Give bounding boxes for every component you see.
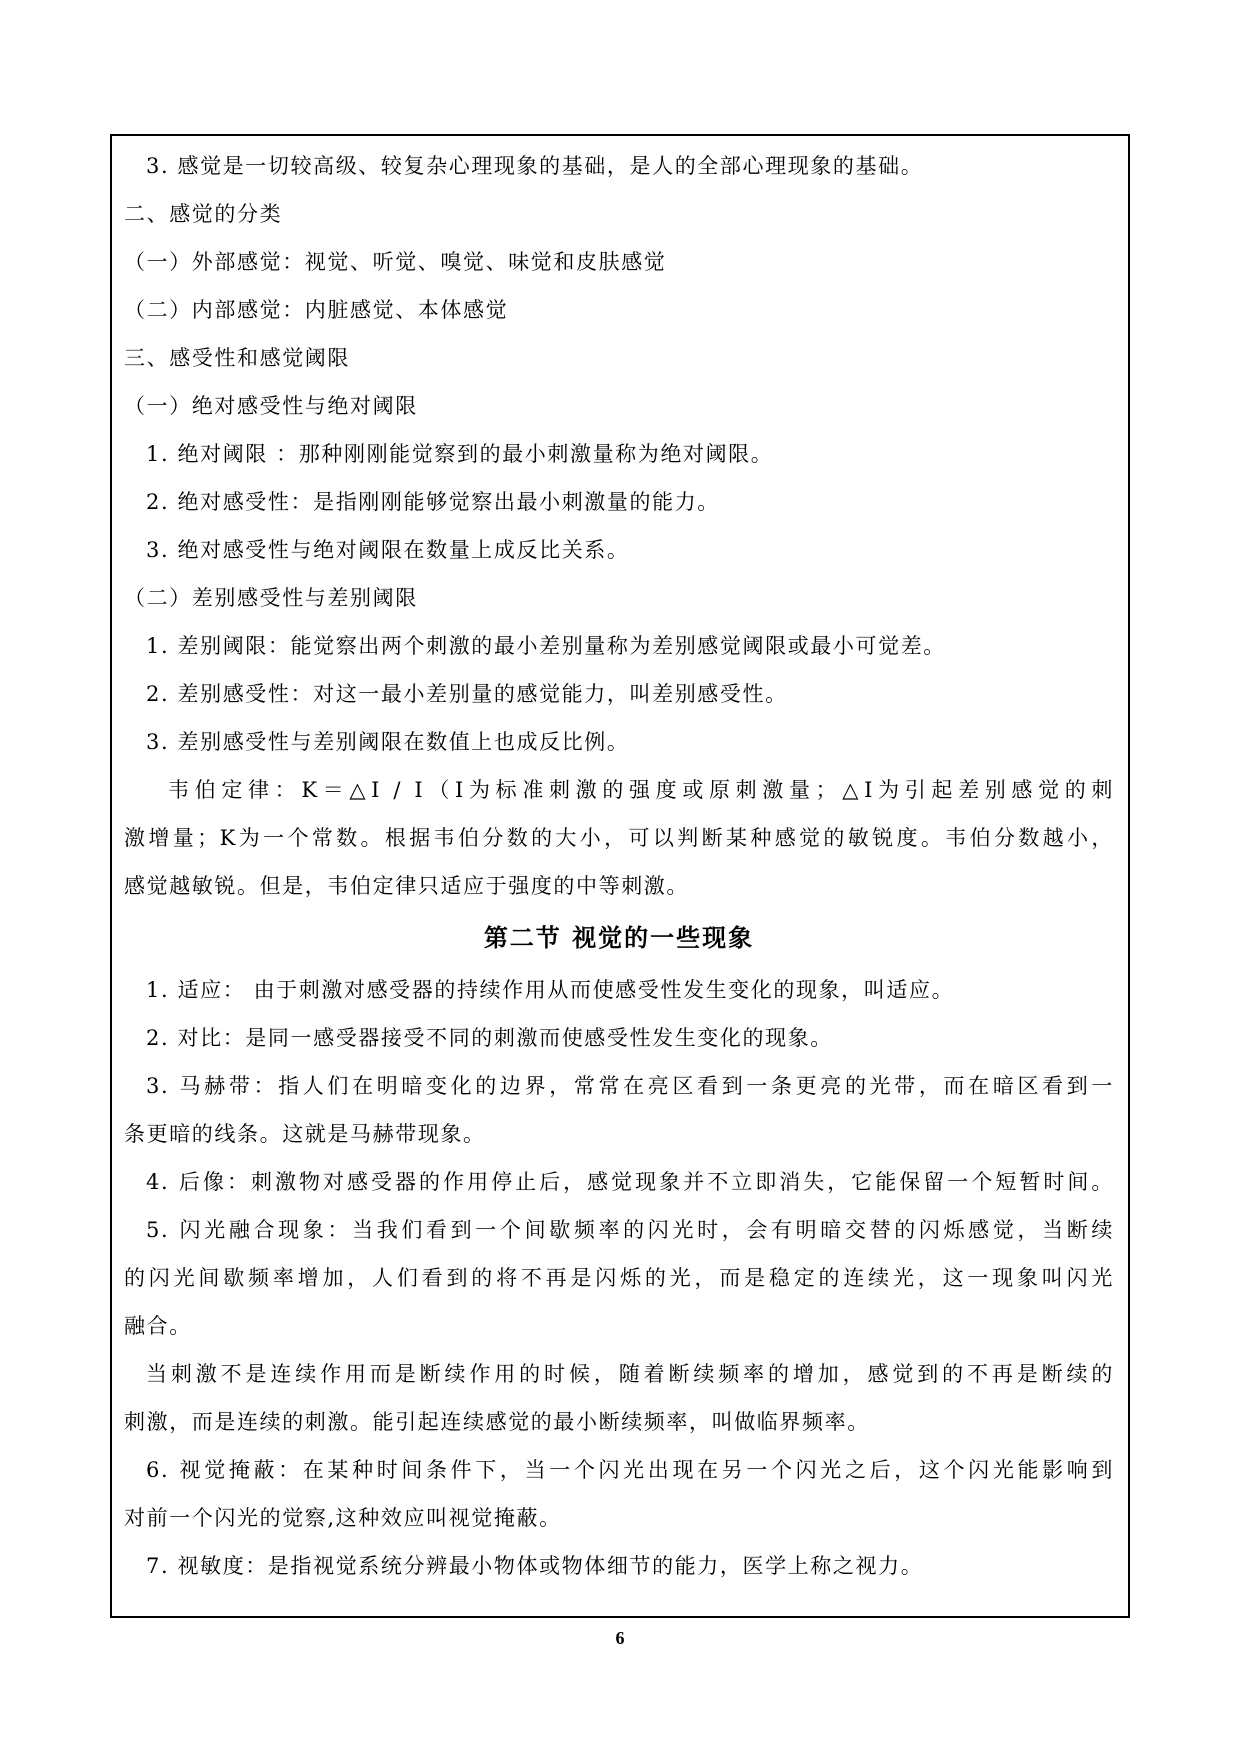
page-number: 6 [615, 1628, 625, 1648]
text-line: （一）外部感觉：视觉、听觉、嗅觉、味觉和皮肤感觉 [124, 250, 667, 274]
section-heading: 第二节 视觉的一些现象 [483, 923, 755, 952]
text-line: 的闪光间歇频率增加，人们看到的将不再是闪烁的光，而是稳定的连续光，这一现象叫闪光 [124, 1266, 1114, 1290]
text-line: 激增量；K为一个常数。根据韦伯分数的大小，可以判断某种感觉的敏锐度。韦伯分数越小， [124, 826, 1114, 850]
content-frame [110, 134, 1130, 1618]
text-line: 2. 差别感受性：对这一最小差别量的感觉能力，叫差别感受性。 [146, 682, 788, 706]
text-line: 3. 绝对感受性与绝对阈限在数量上成反比关系。 [146, 538, 630, 562]
text-line: 韦伯定律：K＝△I / I（I为标准刺激的强度或原刺激量；△I为引起差别感觉的刺 [168, 778, 1114, 802]
text-line: 1. 绝对阈限 ：那种刚刚能觉察到的最小刺激量称为绝对阈限。 [146, 442, 774, 466]
text-line: （一）绝对感受性与绝对阈限 [124, 394, 418, 418]
section-one-text [124, 142, 1114, 910]
text-line: 刺激，而是连续的刺激。能引起连续感觉的最小断续频率，叫做临界频率。 [124, 1410, 870, 1434]
text-line: （二）内部感觉：内脏感觉、本体感觉 [124, 298, 509, 322]
text-line: 融合。 [124, 1314, 192, 1338]
text-line: 当刺激不是连续作用而是断续作用的时候，随着断续频率的增加，感觉到的不再是断续的 [146, 1362, 1114, 1386]
text-line: 2. 对比：是同一感受器接受不同的刺激而使感受性发生变化的现象。 [146, 1026, 833, 1050]
text-line: 3. 差别感受性与差别阈限在数值上也成反比例。 [146, 730, 630, 754]
text-line: 6. 视觉掩蔽：在某种时间条件下，当一个闪光出现在另一个闪光之后，这个闪光能影响到 [146, 1458, 1114, 1482]
text-line: 5. 闪光融合现象：当我们看到一个间歇频率的闪光时，会有明暗交替的闪烁感觉，当断续 [146, 1218, 1114, 1242]
section-two-text [124, 966, 1114, 1590]
text-line: （二）差别感受性与差别阈限 [124, 586, 418, 610]
text-line: 感觉越敏锐。但是，韦伯定律只适应于强度的中等刺激。 [124, 874, 689, 898]
text-line: 3. 感觉是一切较高级、较复杂心理现象的基础，是人的全部心理现象的基础。 [146, 154, 924, 178]
text-line: 三、感受性和感觉阈限 [124, 346, 350, 370]
text-line: 3. 马赫带：指人们在明暗变化的边界，常常在亮区看到一条更亮的光带，而在暗区看到一 [146, 1074, 1114, 1098]
page-body [124, 142, 1114, 1590]
text-line: 1. 差别阈限：能觉察出两个刺激的最小差别量称为差别感觉阈限或最小可觉差。 [146, 634, 946, 658]
text-line: 7. 视敏度：是指视觉系统分辨最小物体或物体细节的能力，医学上称之视力。 [146, 1554, 924, 1578]
text-line: 条更暗的线条。这就是马赫带现象。 [124, 1122, 486, 1146]
text-line: 对前一个闪光的觉察,这种效应叫视觉掩蔽。 [124, 1506, 562, 1530]
text-line: 二、感觉的分类 [124, 202, 283, 226]
text-line: 2. 绝对感受性：是指刚刚能够觉察出最小刺激量的能力。 [146, 490, 720, 514]
text-line: 4. 后像：刺激物对感受器的作用停止后，感觉现象并不立即消失，它能保留一个短暂时间。 [146, 1170, 1114, 1194]
text-line: 1. 适应： 由于刺激对感受器的持续作用从而使感受性发生变化的现象，叫适应。 [146, 978, 955, 1002]
